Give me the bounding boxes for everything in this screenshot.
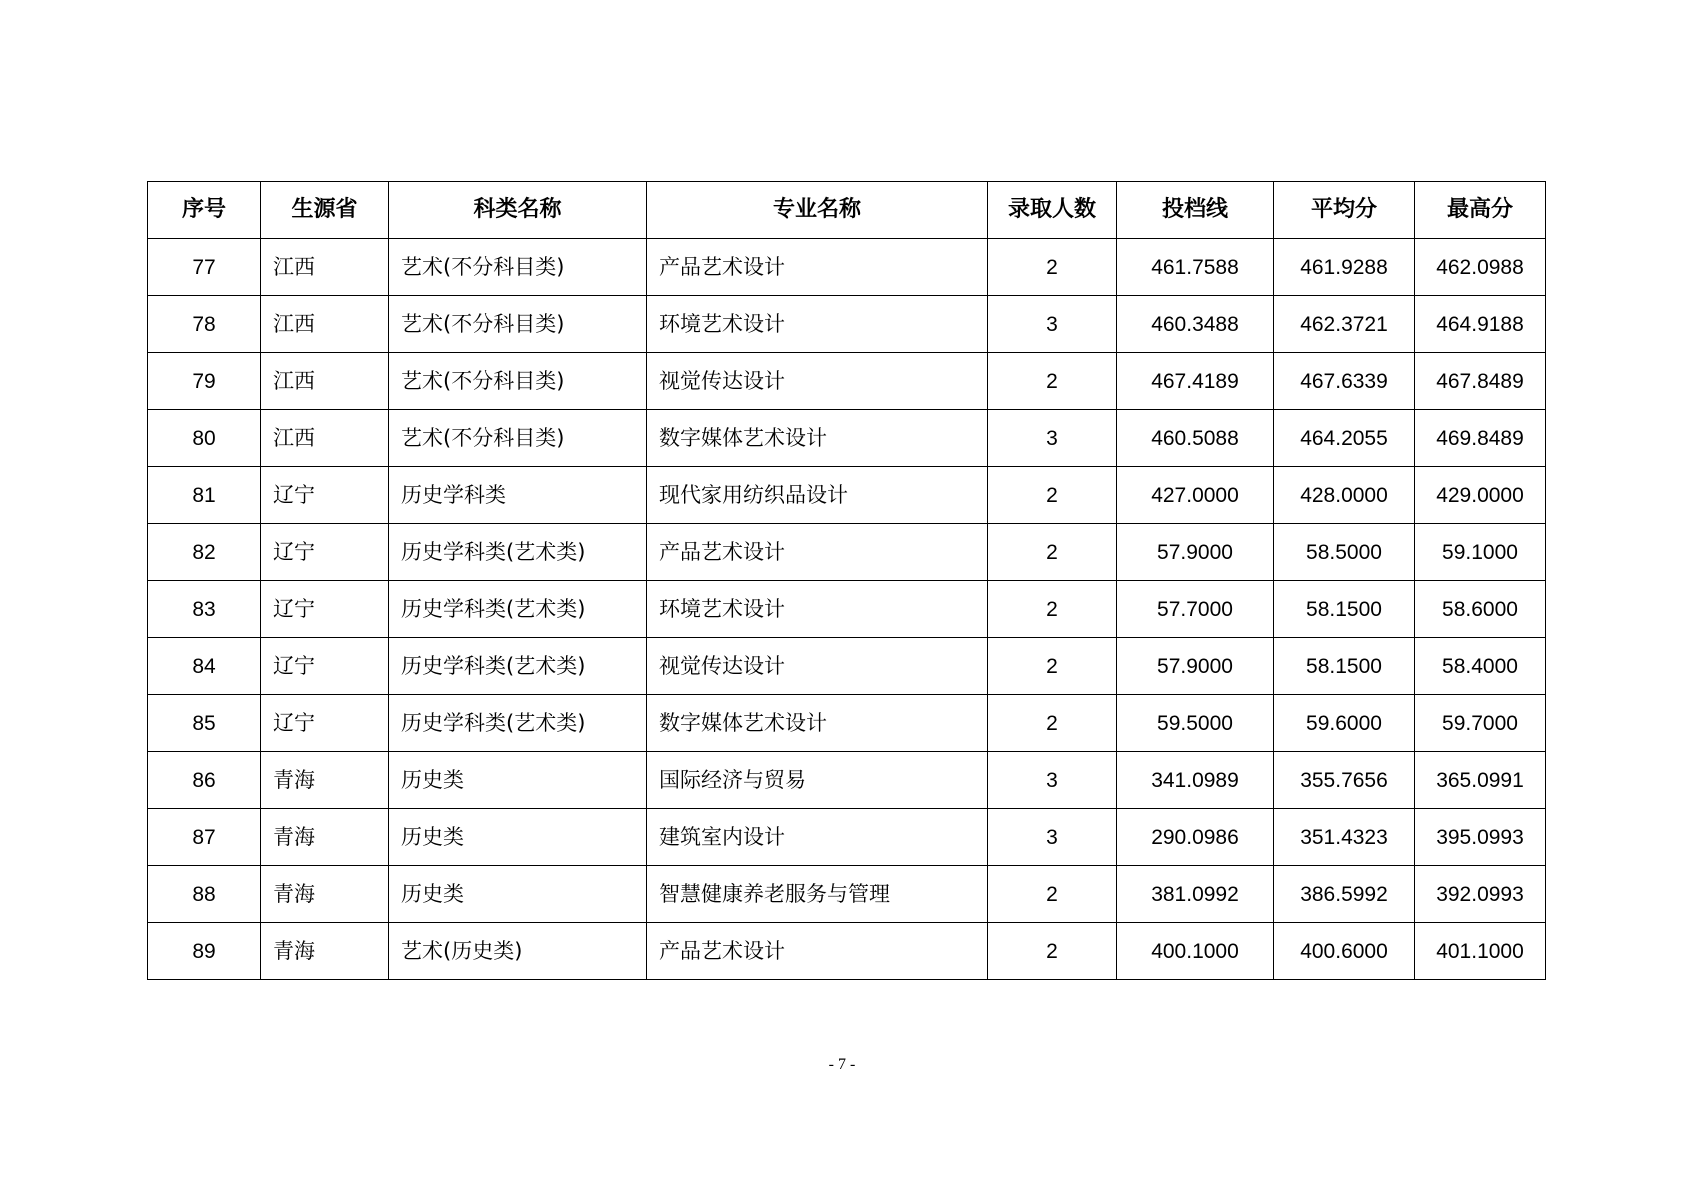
cell-col-admitted: 2 bbox=[988, 638, 1117, 695]
cell-col-cutoff: 341.0989 bbox=[1117, 752, 1274, 809]
cell-col-max: 392.0993 bbox=[1415, 866, 1546, 923]
header-col-major: 专业名称 bbox=[647, 182, 988, 239]
cell-col-cutoff: 381.0992 bbox=[1117, 866, 1274, 923]
cell-col-cutoff: 467.4189 bbox=[1117, 353, 1274, 410]
cell-col-cutoff: 57.9000 bbox=[1117, 524, 1274, 581]
table-row bbox=[148, 296, 1546, 353]
cell-col-province: 青海 bbox=[261, 923, 389, 980]
cell-col-max: 58.4000 bbox=[1415, 638, 1546, 695]
cell-col-major: 视觉传达设计 bbox=[647, 638, 988, 695]
cell-col-average: 58.5000 bbox=[1274, 524, 1415, 581]
cell-col-category: 历史类 bbox=[389, 866, 647, 923]
cell-col-category: 历史类 bbox=[389, 752, 647, 809]
page-number: - 7 - bbox=[828, 1056, 856, 1073]
table-body bbox=[148, 239, 1546, 980]
cell-col-admitted: 2 bbox=[988, 695, 1117, 752]
cell-col-admitted: 2 bbox=[988, 581, 1117, 638]
cell-col-cutoff: 400.1000 bbox=[1117, 923, 1274, 980]
cell-col-major: 环境艺术设计 bbox=[647, 581, 988, 638]
table-row bbox=[148, 467, 1546, 524]
cell-col-max: 59.1000 bbox=[1415, 524, 1546, 581]
cell-col-seq: 78 bbox=[148, 296, 261, 353]
cell-col-max: 462.0988 bbox=[1415, 239, 1546, 296]
cell-col-category: 历史学科类(艺术类) bbox=[389, 695, 647, 752]
cell-col-max: 429.0000 bbox=[1415, 467, 1546, 524]
cell-col-admitted: 2 bbox=[988, 239, 1117, 296]
cell-col-seq: 81 bbox=[148, 467, 261, 524]
cell-col-province: 青海 bbox=[261, 866, 389, 923]
cell-col-average: 386.5992 bbox=[1274, 866, 1415, 923]
cell-col-admitted: 3 bbox=[988, 809, 1117, 866]
table-row bbox=[148, 524, 1546, 581]
cell-col-seq: 84 bbox=[148, 638, 261, 695]
cell-col-seq: 85 bbox=[148, 695, 261, 752]
cell-col-seq: 87 bbox=[148, 809, 261, 866]
cell-col-category: 艺术(不分科目类) bbox=[389, 410, 647, 467]
cell-col-province: 辽宁 bbox=[261, 638, 389, 695]
cell-col-admitted: 3 bbox=[988, 752, 1117, 809]
cell-col-cutoff: 461.7588 bbox=[1117, 239, 1274, 296]
cell-col-category: 艺术(不分科目类) bbox=[389, 296, 647, 353]
cell-col-province: 江西 bbox=[261, 296, 389, 353]
cell-col-admitted: 2 bbox=[988, 923, 1117, 980]
cell-col-average: 462.3721 bbox=[1274, 296, 1415, 353]
cell-col-province: 江西 bbox=[261, 410, 389, 467]
cell-col-max: 469.8489 bbox=[1415, 410, 1546, 467]
cell-col-average: 351.4323 bbox=[1274, 809, 1415, 866]
cell-col-max: 59.7000 bbox=[1415, 695, 1546, 752]
cell-col-max: 395.0993 bbox=[1415, 809, 1546, 866]
cell-col-seq: 88 bbox=[148, 866, 261, 923]
cell-col-major: 产品艺术设计 bbox=[647, 239, 988, 296]
cell-col-major: 产品艺术设计 bbox=[647, 923, 988, 980]
cell-col-cutoff: 57.9000 bbox=[1117, 638, 1274, 695]
cell-col-average: 400.6000 bbox=[1274, 923, 1415, 980]
header-col-cutoff: 投档线 bbox=[1117, 182, 1274, 239]
cell-col-average: 355.7656 bbox=[1274, 752, 1415, 809]
table-row bbox=[148, 410, 1546, 467]
cell-col-category: 历史学科类 bbox=[389, 467, 647, 524]
cell-col-major: 数字媒体艺术设计 bbox=[647, 695, 988, 752]
header-col-average: 平均分 bbox=[1274, 182, 1415, 239]
cell-col-average: 467.6339 bbox=[1274, 353, 1415, 410]
cell-col-admitted: 2 bbox=[988, 467, 1117, 524]
cell-col-major: 智慧健康养老服务与管理 bbox=[647, 866, 988, 923]
table-header-row bbox=[148, 182, 1546, 239]
cell-col-admitted: 2 bbox=[988, 524, 1117, 581]
cell-col-province: 辽宁 bbox=[261, 581, 389, 638]
cell-col-category: 艺术(不分科目类) bbox=[389, 353, 647, 410]
admissions-table bbox=[147, 181, 1546, 980]
cell-col-seq: 79 bbox=[148, 353, 261, 410]
table-row bbox=[148, 809, 1546, 866]
cell-col-max: 365.0991 bbox=[1415, 752, 1546, 809]
cell-col-average: 58.1500 bbox=[1274, 638, 1415, 695]
cell-col-province: 辽宁 bbox=[261, 467, 389, 524]
cell-col-average: 428.0000 bbox=[1274, 467, 1415, 524]
cell-col-cutoff: 427.0000 bbox=[1117, 467, 1274, 524]
cell-col-cutoff: 59.5000 bbox=[1117, 695, 1274, 752]
cell-col-average: 461.9288 bbox=[1274, 239, 1415, 296]
table-row bbox=[148, 239, 1546, 296]
table-row bbox=[148, 752, 1546, 809]
cell-col-category: 艺术(不分科目类) bbox=[389, 239, 647, 296]
header-col-category: 科类名称 bbox=[389, 182, 647, 239]
cell-col-category: 艺术(历史类) bbox=[389, 923, 647, 980]
cell-col-province: 江西 bbox=[261, 239, 389, 296]
header-col-max: 最高分 bbox=[1415, 182, 1546, 239]
cell-col-average: 58.1500 bbox=[1274, 581, 1415, 638]
cell-col-max: 464.9188 bbox=[1415, 296, 1546, 353]
table-row bbox=[148, 866, 1546, 923]
cell-col-major: 国际经济与贸易 bbox=[647, 752, 988, 809]
cell-col-seq: 77 bbox=[148, 239, 261, 296]
cell-col-admitted: 2 bbox=[988, 353, 1117, 410]
cell-col-admitted: 2 bbox=[988, 866, 1117, 923]
table-row bbox=[148, 353, 1546, 410]
cell-col-cutoff: 460.3488 bbox=[1117, 296, 1274, 353]
cell-col-province: 辽宁 bbox=[261, 695, 389, 752]
cell-col-seq: 89 bbox=[148, 923, 261, 980]
cell-col-average: 464.2055 bbox=[1274, 410, 1415, 467]
cell-col-category: 历史类 bbox=[389, 809, 647, 866]
cell-col-major: 环境艺术设计 bbox=[647, 296, 988, 353]
cell-col-province: 江西 bbox=[261, 353, 389, 410]
cell-col-major: 建筑室内设计 bbox=[647, 809, 988, 866]
table-row bbox=[148, 923, 1546, 980]
table-row bbox=[148, 695, 1546, 752]
cell-col-cutoff: 57.7000 bbox=[1117, 581, 1274, 638]
table-row bbox=[148, 638, 1546, 695]
cell-col-average: 59.6000 bbox=[1274, 695, 1415, 752]
cell-col-max: 58.6000 bbox=[1415, 581, 1546, 638]
cell-col-province: 青海 bbox=[261, 809, 389, 866]
table-row bbox=[148, 581, 1546, 638]
cell-col-major: 现代家用纺织品设计 bbox=[647, 467, 988, 524]
cell-col-category: 历史学科类(艺术类) bbox=[389, 524, 647, 581]
cell-col-province: 辽宁 bbox=[261, 524, 389, 581]
cell-col-category: 历史学科类(艺术类) bbox=[389, 638, 647, 695]
cell-col-major: 视觉传达设计 bbox=[647, 353, 988, 410]
cell-col-max: 467.8489 bbox=[1415, 353, 1546, 410]
cell-col-cutoff: 290.0986 bbox=[1117, 809, 1274, 866]
cell-col-major: 产品艺术设计 bbox=[647, 524, 988, 581]
header-col-province: 生源省 bbox=[261, 182, 389, 239]
cell-col-admitted: 3 bbox=[988, 410, 1117, 467]
cell-col-seq: 82 bbox=[148, 524, 261, 581]
cell-col-max: 401.1000 bbox=[1415, 923, 1546, 980]
cell-col-admitted: 3 bbox=[988, 296, 1117, 353]
cell-col-seq: 80 bbox=[148, 410, 261, 467]
cell-col-major: 数字媒体艺术设计 bbox=[647, 410, 988, 467]
cell-col-category: 历史学科类(艺术类) bbox=[389, 581, 647, 638]
header-col-seq: 序号 bbox=[148, 182, 261, 239]
cell-col-province: 青海 bbox=[261, 752, 389, 809]
cell-col-seq: 83 bbox=[148, 581, 261, 638]
cell-col-seq: 86 bbox=[148, 752, 261, 809]
header-col-admitted: 录取人数 bbox=[988, 182, 1117, 239]
cell-col-cutoff: 460.5088 bbox=[1117, 410, 1274, 467]
